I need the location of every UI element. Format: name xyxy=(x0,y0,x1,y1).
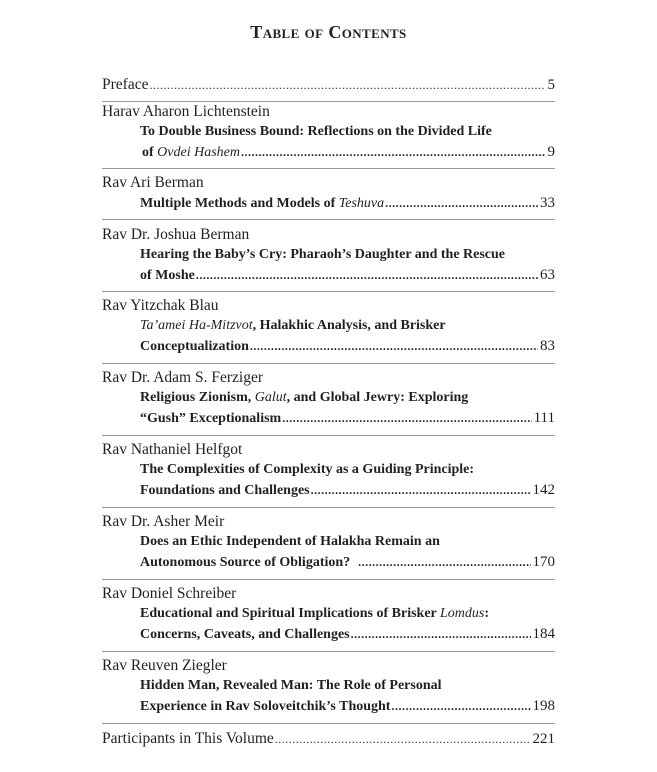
entry-author: Rav Nathaniel Helfgot xyxy=(102,441,243,458)
entry-title-italic: Ta’amei Ha-Mitzvot xyxy=(140,318,253,333)
toc-entry-participants[interactable] xyxy=(102,729,555,749)
dot-leader xyxy=(149,75,545,95)
participants-page: 221 xyxy=(532,731,555,747)
entry-page: 9 xyxy=(547,144,555,160)
toc-entry[interactable] xyxy=(102,512,555,573)
dot-leader xyxy=(241,142,546,162)
toc-line xyxy=(102,75,555,95)
entry-title-line1: Hearing the Baby’s Cry: Pharaoh’s Daughter and the Rescue xyxy=(140,247,506,262)
entry-title-prefix: Multiple Methods and Models of xyxy=(140,196,339,211)
entry-title xyxy=(140,676,555,717)
entry-title xyxy=(140,460,555,501)
toc-entry[interactable] xyxy=(102,656,555,717)
entry-author: Rav Dr. Asher Meir xyxy=(102,513,225,530)
dot-leader xyxy=(358,552,530,572)
dot-leader xyxy=(391,696,530,716)
entry-page: 63 xyxy=(540,267,555,283)
divider xyxy=(102,579,555,580)
entry-author: Rav Reuven Ziegler xyxy=(102,657,227,674)
entry-title xyxy=(140,193,555,214)
dot-leader xyxy=(250,336,538,356)
entry-title-line1 xyxy=(140,194,384,214)
dot-leader xyxy=(282,408,531,428)
entry-page: 33 xyxy=(540,195,555,211)
entry-author: Rav Dr. Adam S. Ferziger xyxy=(102,369,264,386)
entry-title-line2: Foundations and Challenges xyxy=(140,483,310,498)
dot-leader xyxy=(351,624,531,644)
divider xyxy=(102,723,555,724)
preface-page: 5 xyxy=(547,77,555,93)
divider xyxy=(102,435,555,436)
dot-leader xyxy=(275,729,531,749)
toc-entry[interactable] xyxy=(102,173,555,214)
entry-page: 170 xyxy=(532,554,555,570)
entry-page: 111 xyxy=(533,410,555,426)
entry-title xyxy=(140,604,555,645)
entry-title xyxy=(140,245,555,286)
entry-page: 184 xyxy=(532,626,555,642)
entry-author: Rav Doniel Schreiber xyxy=(102,585,237,602)
entry-title-prefix: Religious Zionism, xyxy=(140,390,255,405)
toc-entry[interactable] xyxy=(102,584,555,645)
divider xyxy=(102,507,555,508)
entry-page: 198 xyxy=(532,698,555,714)
entry-author: Rav Ari Berman xyxy=(102,174,204,191)
dot-leader xyxy=(385,193,538,213)
divider xyxy=(102,291,555,292)
entry-title-prefix: of xyxy=(142,145,158,160)
entry-title-line1 xyxy=(140,316,446,336)
entry-title-italic: Lomdus xyxy=(440,606,485,621)
toc-entry[interactable] xyxy=(102,225,555,286)
entry-title xyxy=(140,388,555,429)
toc-entry[interactable] xyxy=(102,440,555,501)
divider xyxy=(102,651,555,652)
preface-label: Preface xyxy=(102,76,149,93)
entry-title-rest: , Halakhic Analysis, and Brisker xyxy=(252,318,446,333)
entry-title-line2: of Moshe xyxy=(140,268,195,283)
entry-title-italic: Galut xyxy=(254,390,287,405)
divider xyxy=(102,219,555,220)
entry-title-line2 xyxy=(142,143,240,163)
entry-author: Rav Dr. Joshua Berman xyxy=(102,226,250,243)
dot-leader xyxy=(311,480,531,500)
toc-entry[interactable] xyxy=(102,368,555,429)
entry-page: 83 xyxy=(540,338,555,354)
toc-line xyxy=(102,729,555,749)
toc-entry[interactable] xyxy=(102,296,555,357)
entry-title-prefix: Educational and Spiritual Implications of Brisker xyxy=(140,606,441,621)
divider xyxy=(102,363,555,364)
entry-title-rest: , and Global Jewry: Exploring xyxy=(286,390,469,405)
toc-entry[interactable] xyxy=(102,102,555,163)
entry-title-line1 xyxy=(140,604,489,624)
entry-title-rest: : xyxy=(484,606,490,621)
participants-label: Participants in This Volume xyxy=(102,730,274,747)
entry-title-line1: The Complexities of Complexity as a Guiding Principle: xyxy=(140,462,475,477)
entry-author: Rav Yitzchak Blau xyxy=(102,297,219,314)
entry-title-italic: Ovdei Hashem xyxy=(157,145,240,160)
entry-title xyxy=(140,122,555,163)
entry-title-line1 xyxy=(140,388,468,408)
dot-leader xyxy=(196,265,538,285)
entry-author: Harav Aharon Lichtenstein xyxy=(102,103,270,120)
entry-title-line1: Hidden Man, Revealed Man: The Role of Personal xyxy=(140,678,442,693)
entry-title-line2: “Gush” Exceptionalism xyxy=(140,411,282,426)
entry-title xyxy=(140,316,555,357)
page-title: Table of Contents xyxy=(250,22,407,42)
toc-entry-preface[interactable] xyxy=(102,75,555,95)
entry-title-line1: To Double Business Bound: Reflections on the Divided Life xyxy=(140,124,492,139)
entry-title-line1: Does an Ethic Independent of Halakha Remain an xyxy=(140,534,440,549)
entry-title-italic: Teshuva xyxy=(338,196,385,211)
divider xyxy=(102,168,555,169)
entry-title-line2: Concerns, Caveats, and Challenges xyxy=(140,627,350,642)
entry-title-line2: Autonomous Source of Obligation? xyxy=(140,555,351,570)
entry-title xyxy=(140,532,555,573)
entry-title-line2: Experience in Rav Soloveitchik’s Thought xyxy=(140,699,391,714)
entry-title-line2: Conceptualization xyxy=(140,339,249,354)
entry-page: 142 xyxy=(532,482,555,498)
